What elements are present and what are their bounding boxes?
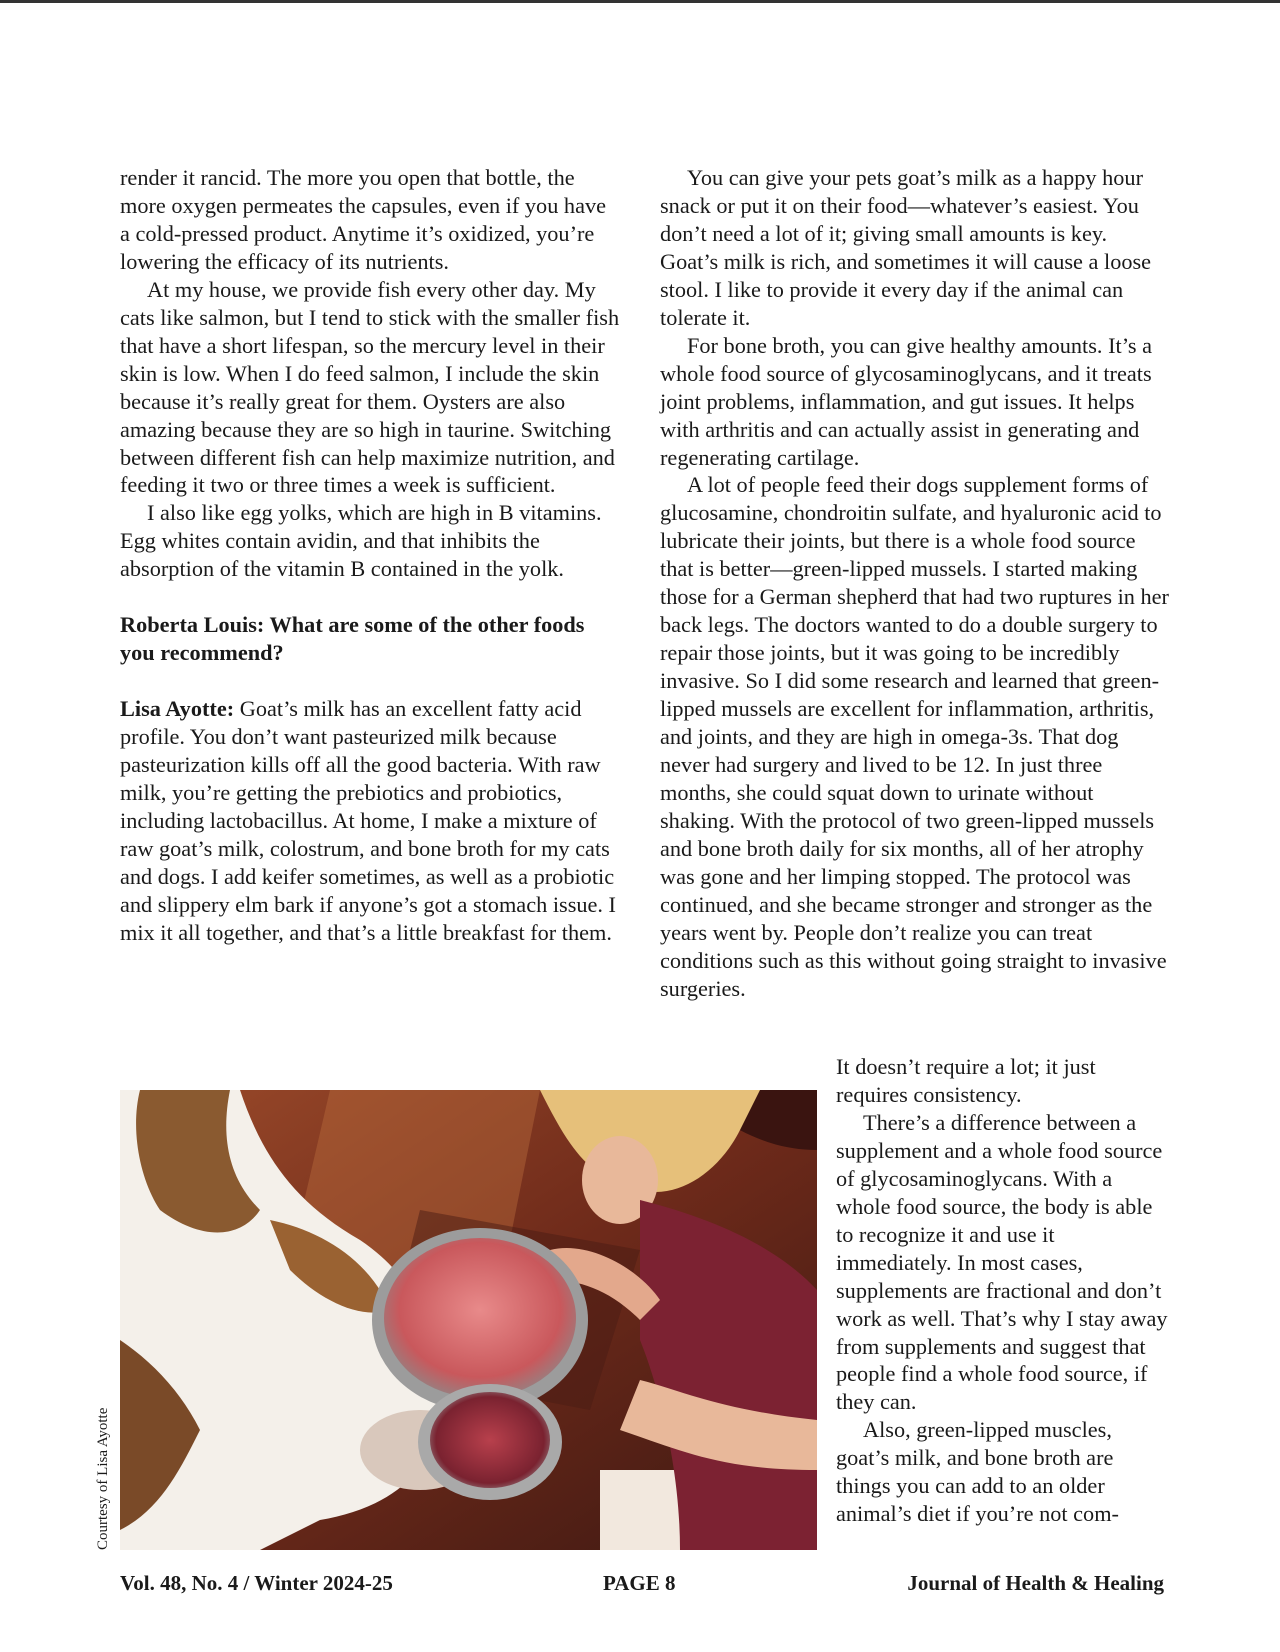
- answer-text: Goat’s milk has an excellent fatty acid profile. You don’t want pasteurized milk because pasteurization kills off all the good bacteria. With raw milk, you’re getting the prebiotics and probiotics, including lactobacillus. At home, I make a mixture of raw goat’s milk, colostrum, and bone broth for my cats and dogs. I add keifer sometimes, as well as a probiotic and slippery elm bark if anyone’s got a stomach issue. I mix it all together, and that’s a little breakfast for them.: [120, 696, 616, 945]
- paragraph: Also, green-lipped muscles, goat’s milk, and bone broth are things you can add to an older animal’s diet if you’re not com-: [836, 1417, 1119, 1527]
- page-number: PAGE 8: [603, 1571, 676, 1595]
- left-column: [120, 164, 620, 947]
- journal-title: Journal of Health & Healing: [907, 1571, 1164, 1595]
- paragraph: It doesn’t require a lot; it just requires consistency.: [836, 1054, 1096, 1107]
- issue-info: Vol. 48, No. 4 / Winter 2024-25: [120, 1571, 393, 1595]
- paragraph: You can give your pets goat’s milk as a happy hour snack or put it on their food—whatever’s easiest. You don’t need a lot of it; giving small amounts is key. Goat’s milk is rich, and sometimes it will cause a loose stool. I like to provide it every day if the animal can tolerate it.: [660, 165, 1152, 330]
- interview-answer: [120, 695, 620, 947]
- article-photo: [120, 1090, 817, 1550]
- speaker-name: Lisa Ayotte:: [120, 696, 235, 722]
- photo-credit: Courtesy of Lisa Ayotte: [95, 1407, 111, 1550]
- paragraph: There’s a difference between a supplement and a whole food source of glycosaminoglycans. With a whole food source, the body is able to recognize it and use it immediately. In most cases, supplements are fractional and don’t work as well. That’s why I stay away from supplements and suggest that people find a whole food source, if they can.: [836, 1109, 1168, 1415]
- paragraph: I also like egg yolks, which are high in B vitamins. Egg whites contain avidin, and that inhibits the absorption of the vitamin B contained in the yolk.: [120, 500, 602, 582]
- paragraph: render it rancid. The more you open that bottle, the more oxygen permeates the capsules, even if you have a cold-pressed product. Anytime it’s oxidized, you’re lowering the efficacy of its nutrients.: [120, 165, 607, 274]
- paragraph: A lot of people feed their dogs supplement forms of glucosamine, chondroitin sulfate, and hyaluronic acid to lubricate their joints, but there is a whole food source that is better—green-lipped mussels. I started making those for a German shepherd that had two ruptures in her back legs. The doctors wanted to do a double surgery to repair those joints, but it was going to be incredibly invasive. So I did some research and learned that green-lipped mussels are excellent for inflammation, arthritis, and joints, and they are high in omega-3s. That dog never had surgery and lived to be 12. In just three months, she could squat down to urinate without shaking. With the protocol of two green-lipped mussels and bone broth daily for six months, all of her atrophy was gone and her limping stopped. The protocol was continued, and she became stronger and stronger as the years went by. People don’t realize you can treat conditions such as this without going straight to invasive surgeries.: [660, 472, 1169, 1001]
- paragraph: For bone broth, you can give healthy amounts. It’s a whole food source of glycosaminoglycans, and it treats joint problems, inflammation, and gut issues. It helps with arthritis and can actually assist in generating and regenerating cartilage.: [660, 332, 1153, 470]
- right-column-wrap: [836, 1053, 1170, 1528]
- right-column: [660, 164, 1170, 1003]
- paragraph: At my house, we provide fish every other day. My cats like salmon, but I tend to stick with the smaller fish that have a short lifespan, so the mercury level in their skin is low. When I do feed salmon, I include the skin because it’s really great for them. Oysters are also amazing because they are so high in taurine. Switching between different fish can help maximize nutrition, and feeding it two or three times a week is sufficient.: [120, 276, 620, 498]
- interview-question: Roberta Louis: What are some of the other foods you recommend?: [120, 612, 585, 666]
